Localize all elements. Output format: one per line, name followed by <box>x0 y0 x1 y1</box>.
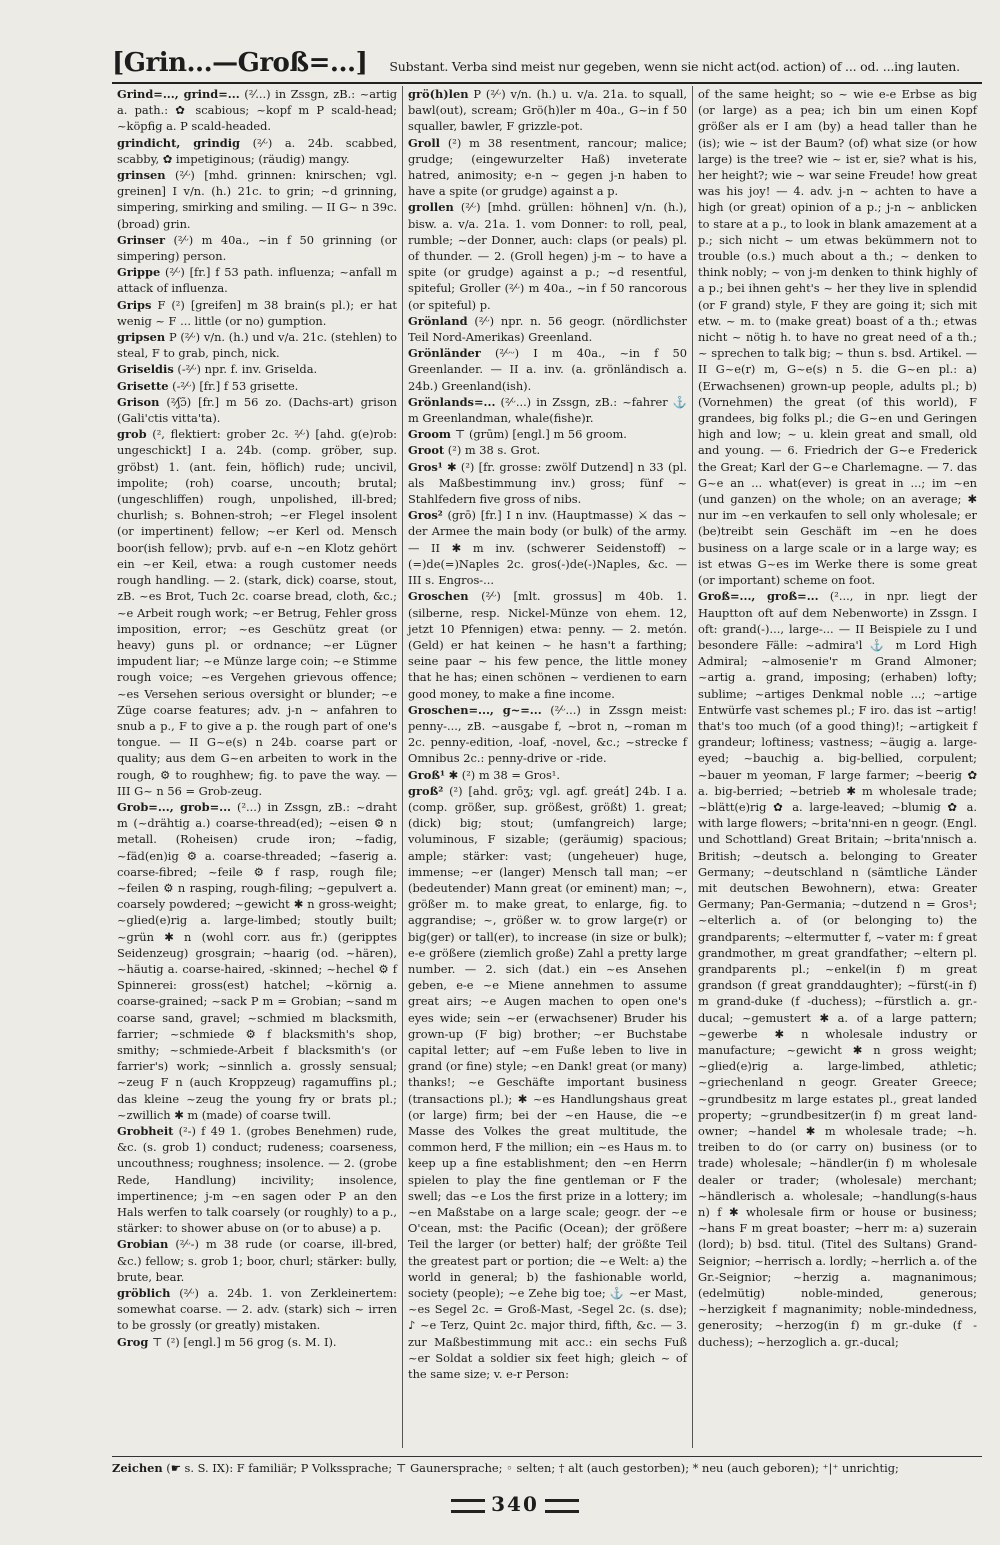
entry-definition: (²⁄ᵕ) a. 24b. scabbed, scabby, ✿ impetiginous; (räudig) mangy. <box>117 135 397 166</box>
entry-definition: (²) [ahd. grōʒ; vgl. agf. greát] 24b. I a. (comp. größer, sup. größest, größt) 1. great; (dick) big; stout; (umfangreich) large; voluminous, F sizable; (geräumig) spacious; ample; stärker: vast; (ungeheuer) huge, immense; ~er (langer) Mensch tall man; ~er (bedeutender) Mann great (or eminent) man; ~, größer m. to make great, to enlarge, fig. to aggrandise; ~, größer w. to grow large(r) or big(ger) or tall(er), to increase (in size or bulk); e-e größere (ziemlich große) Zahl a pretty large number. — 2. sich (dat.) ein ~es Ansehen geben, e-e ~e Miene annehmen to assume great airs; ~e Augen machen to open one's eyes wide; sein ~er (erwachsener) Bruder his grown-up (F big) brother; ~er Buchstabe capital letter; auf ~em Fuße leben to live in grand (or fine) style; ~en Dank! great (or many) thanks!; ~e Geschäfte important business (transactions pl.); ✱ ~es Handlungshaus great (or large) firm; bei der ~en Hause, die ~e Masse des Volkes the great multitude, the common herd, F the million; ein ~es Haus m. to keep up a fine establishment; den ~en Herrn spielen to play the fine gentleman or F the swell; das ~e Los the first prize in a lottery; im ~en Maßstabe on a large scale; geogr. der ~e O'cean, mst: the Pacific (Ocean); der größere Teil the larger (or better) half; der größte Teil the greatest part or portion; die ~e Welt: a) the world in general; b) the fashionable world, society (people); ~e Zehe big toe; ⚓ ~er Mast, ~es Segel 2c. = Groß-Mast, -Segel 2c. (s. dse); ♪ ~e Terz, Quint 2c. major third, fifth, &c. — 3. zur Maßbestimmung mit acc.: ein sechs Fuß ~er Soldat a soldier six feet high; gleich ~ of the same size; v. e-r Person: <box>408 783 687 1382</box>
dictionary-entry <box>408 442 687 458</box>
dictionary-entry <box>408 345 687 394</box>
entry-definition: (², flektiert: grober 2c. ²⁄ᵕ) [ahd. g(e)rob: ungeschickt] I a. 24b. (comp. gröber, sup. gröbst) 1. (ant. fein, höflich) rude; uncivil, impolite; (roh) coarse, uncouth; brutal; (ungeschliffen) rough, unpolished, ill-bred; churlish; s. Bohnen-stroh; ~er Flegel insolent (or impertinent) fellow; ~er Kerl od. Mensch boor(ish fellow); prvb. auf e-n ~en Klotz gehört ein ~er Keil, etwa: a rough customer needs rough handling. — 2. (stark, dick) coarse, stout, zB. ~es Brot, Tuch 2c. coarse bread, cloth, &c.; ~e Arbeit rough work; ~er Betrug, Fehler gross imposition, error; ~es Geschütz great (or heavy) guns pl. or ordnance; ~er Lügner impudent liar; ~e Münze large coin; ~e Stimme rough voice; ~es Vergehen grievous offence; ~es Versehen serious oversight or blunder; ~e Züge coarse features; adv. j-n ~ anfahren to snub a p., F to give a p. the rough part of one's tongue. — II G~e(s) n 24b. coarse part or quality; aus dem G~en arbeiten to work in the rough, ⚙ to roughhew; fig. to pave the way. — III G~ n 56 = Grob-zeug. <box>117 427 397 798</box>
entry-headword: Grinser <box>117 232 165 247</box>
dictionary-entry <box>117 1285 397 1334</box>
entry-definition: ⊤ (grūm) [engl.] m 56 groom. <box>450 427 627 442</box>
entry-definition: (²-) f 49 1. (grobes Benehmen) rude, &c. (s. grob 1) conduct; rudeness; coarseness, uncouthness; roughness; insolence. — 2. (grobe Rede, Handlung) incivility; insolence, impertinence; j-m ~en sagen oder P an den Hals werfen to talk coarsely (or roughly) to a p., stärker: to shower abuse on (or to abuse) a p. <box>117 1124 397 1236</box>
entry-headword: grö(h)len <box>408 87 469 101</box>
entry-definition: (²⁄ᵕ) [mlt. grossus] m 40b. 1. (silberne, resp. Nickel-Münze von ehem. 12, jetzt 10 Pfennigen) etwa: penny. — 2. metón. (Geld) er hat keinen ~ he hasn't a farthing; seine paar ~ his few pence, the little money that he has; einen schönen ~ verdienen to earn good money, to make a fine income. <box>408 589 687 701</box>
dictionary-entry <box>408 394 687 426</box>
dictionary-entry <box>408 783 687 1383</box>
symbol-key-label: Zeichen <box>112 1461 163 1475</box>
dictionary-entry <box>117 232 397 264</box>
entry-headword: Grog <box>117 1334 149 1349</box>
dictionary-entry <box>117 297 397 329</box>
entry-definition: (²⁄ᵕ) [fr.] f 53 path. influenza; ~anfall m attack of influenza. <box>117 265 397 296</box>
entry-definition: (²⁄ᵕ...) in Zssgn meist: penny-..., zB. ~ausgabe f, ~brot n, ~roman m 2c. penny-edition, -loaf, -novel, &c.; ~strecke f Omnibus 2c.: penny-drive or -ride. <box>408 702 688 766</box>
symbol-key-text: (☛ s. S. IX): F familiär; P Volkssprache; ⊤ Gaunersprache; ◦ selten; † alt (auch gestorben); * neu (auch geboren); ⁺|⁺ unrichtig; <box>162 1461 899 1475</box>
page-number-label: 340 <box>491 1492 539 1516</box>
dictionary-entry <box>117 86 397 135</box>
entry-definition: P (²⁄ᵕ) v/n. (h.) und v/a. 21c. (stehlen) to steal, F to grab, pinch, nick. <box>117 330 397 361</box>
dictionary-entry <box>117 135 397 167</box>
dictionary-entry <box>117 799 397 1123</box>
page-number-rule-left <box>451 1499 485 1513</box>
dictionary-entry <box>408 313 687 345</box>
entry-headword: grinsen <box>117 168 166 183</box>
entry-headword: grob <box>117 427 147 442</box>
column-right <box>692 86 982 1448</box>
entry-headword: Gros² <box>408 508 443 523</box>
dictionary-columns <box>112 86 982 1448</box>
symbol-key <box>112 1456 982 1476</box>
entry-headword: Grönland <box>408 313 468 328</box>
dictionary-entry <box>117 426 397 799</box>
column-left <box>112 86 402 1448</box>
entry-definition: (grō) [fr.] I n inv. (Hauptmasse) ⚔ das ~ der Armee the main body (or bulk) of the army. — II ✱ m inv. (schwerer Seidenstoff) ~(=)de(=)Naples 2c. gros(-)de(-)Naples, &c. — III s. Engros-... <box>408 508 687 588</box>
entry-definition: of the same height; so ~ wie e-e Erbse as big (or large) as a pea; ich bin um einen Kopf größer als er I am (by) a head taller than he (is); wie ~ ist der Baum? (of) what size (or how large) is the tree? wie ~ ist er, sie? what is his, her height?; wie ~ war seine Freude! how great was his joy! — 4. adv. j-n ~ achten to have a high (or great) opinion of a p.; j-n ~ anblicken to stare at a p., to look in blank amazement at a p.; sich nicht ~ um etwas bekümmern not to trouble (o.s.) much about a th.; ~ denken to think nobly; ~ von j-m denken to think highly of a p.; bei ihnen geht's ~ her they live in splendid (or F grand) style, F they are going it; sich mit etw. ~ m. to (make great) boast of a th.; etwas nicht ~ nötig h. to have no great need of a th.; ~ sprechen to talk big; ~ thun s. bsd. Artikel. — II G~e(r) m, G~e(s) n 5. die G~en pl.: a) (Erwachsenen) grown-up people, adults pl.; b) (Vornehmen) the great (of this world), F grandees, big folks pl.; die G~en und Geringen high and low; ~ u. klein great and small, old and young. — 6. Friedrich der G~e Frederick the Great; Karl der G~e Charlemagne. — 7. das G~e an ... what(ever) is great in ...; im ~en (und ganzen) on the whole; on an average; ✱ nur im ~en verkaufen to sell only wholesale; er (be)treibt sein Geschäft im ~en he does business on a large scale or in a large way; es ist etwas G~es im Werke there is some great (or important) scheme on foot. <box>698 87 977 588</box>
entry-headword: Gros¹ <box>408 459 443 474</box>
entry-headword: gripsen <box>117 330 166 345</box>
entry-headword: Groll <box>408 135 440 150</box>
dictionary-entry <box>408 199 687 312</box>
entry-headword: Groot <box>408 443 445 458</box>
dictionary-entry <box>117 167 397 232</box>
entry-headword: Grips <box>117 297 152 312</box>
entry-definition: (²⁄ᵕ...) in Zssgn, zB.: ~fahrer ⚓ m Greenlandman, whale(fishe)r. <box>408 394 687 426</box>
entry-headword: Griseldis <box>117 362 174 377</box>
page-number-rule-right <box>545 1499 579 1513</box>
page-number <box>440 1492 590 1516</box>
dictionary-entry <box>117 394 397 426</box>
entry-headword: Grönlands=... <box>408 394 496 409</box>
entry-definition: (²⁄...) in Zssgn, zB.: ~artig a. path.: ✿ scabious; ~kopf m P scald-head; ~köpfig a. P scald-headed. <box>117 87 398 134</box>
entry-definition: (²) m 38 resentment, rancour; malice; grudge; (eingewurzelter Haß) inveterate hatred, animosity; e-n ~ gegen j-n haben to have a spite (or grudge) against a p. <box>408 135 687 199</box>
dictionary-entry <box>117 1334 397 1350</box>
dictionary-entry <box>117 378 397 394</box>
dictionary-entry <box>698 588 977 1350</box>
running-head: [Grin...—Groß=...] <box>112 48 368 78</box>
entry-headword: Grisette <box>117 378 169 393</box>
entry-definition: (²) m 38 s. Grot. <box>444 443 541 458</box>
dictionary-entry <box>117 1236 397 1285</box>
entry-headword: grollen <box>408 200 454 215</box>
entry-headword: Groß¹ <box>408 767 445 782</box>
entry-definition: (²⁄ᵕ) [mhd. grüllen: höhnen] v/n. (h.), bisw. a. v/a. 21a. 1. vom Donner: to roll, peal, rumble; ~der Donner, auch: claps (or peals) pl. of thunder. — 2. (Groll hegen) j-m ~ to have a spite (or grudge) against a p.; ~d resentful, spiteful; Groller (²⁄ᵕ) m 40a., ~in f 50 rancorous (or spiteful) p. <box>408 200 687 312</box>
dictionary-entry <box>408 86 687 135</box>
entry-headword: Grobheit <box>117 1124 174 1138</box>
entry-headword: gröblich <box>117 1286 171 1301</box>
dictionary-entry <box>408 702 687 767</box>
dictionary-entry <box>117 264 397 296</box>
entry-headword: Groß=..., groß=... <box>698 589 819 604</box>
dictionary-entry <box>408 588 687 701</box>
entry-definition: (²⁄ʃɔ̃) [fr.] m 56 zo. (Dachs-art) grison (Gali'ctis vitta'ta). <box>117 394 397 426</box>
entry-definition: (-²⁄ᵕ) npr. f. inv. Griselda. <box>173 362 318 377</box>
entry-headword: Grobian <box>117 1237 169 1252</box>
dictionary-entry <box>408 507 687 588</box>
entry-headword: Grind=..., grind=... <box>117 87 240 101</box>
dictionary-entry <box>698 86 977 588</box>
entry-headword: Groom <box>408 427 451 442</box>
dictionary-entry <box>408 135 687 200</box>
column-middle <box>402 86 692 1448</box>
dictionary-entry <box>117 361 397 377</box>
entry-headword: grindicht, grindig <box>117 135 241 150</box>
entry-definition: (²⁄ᵕ) a. 24b. 1. von Zerkleinertem: somewhat coarse. — 2. adv. (stark) sich ~ irren to be grossly (or greatly) mistaken. <box>117 1286 397 1333</box>
page-header <box>112 38 982 84</box>
entry-definition: F (²) [greifen] m 38 brain(s pl.); er hat wenig ~ F ... little (or no) gumption. <box>117 297 397 328</box>
dictionary-entry <box>117 329 397 361</box>
entry-headword: groß² <box>408 783 444 798</box>
entry-definition: ✱ (²) [fr. grosse: zwölf Dutzend] n 33 (pl. als Maßbestimmung inv.) gross; fünf ~ Stahlfedern five gross of nibs. <box>408 459 687 507</box>
entry-headword: Groschen=..., g~=... <box>408 702 542 717</box>
entry-headword: Grönländer <box>408 346 481 361</box>
entry-headword: Grippe <box>117 265 161 280</box>
header-note: Substant. Verba sind meist nur gegeben, wenn sie nicht act(od. action) of ... od. ...ing lauten. <box>389 59 960 74</box>
entry-definition: (²..., in npr. liegt der Hauptton oft auf dem Nebenworte) in Zssgn. I oft: grand(-)..., large-... — II Beispiele zu I und besondere Fälle: ~admira'l ⚓ m Lord High Admiral; ~almosenie'r m Grand Almoner; ~artig a. grand, imposing; (erhaben) lofty; sublime; ~artiges Denkmal noble ...; ~artige Entwürfe vast schemes pl.; F iro. das ist ~artig! that's too much (of a good thing)!; ~artigkeit f grandeur; loftiness; vastness; ~äugig a. large-eyed; ~bauchig a. big-bellied, corpulent; ~bauer m yeoman, F large farmer; ~beerig ✿ a. big-berried; ~betrieb ✱ m wholesale trade; ~blätt(e)rig ✿ a. large-leaved; ~blumig ✿ a. with large flowers; ~brita'nni-en n geogr. (Engl. und Schottland) Great Britain; ~brita'nnisch a. British; ~deutsch a. belonging to Greater Germany; ~deutschland n (sämtliche Länder mit deutschen Bewohnern), etwa: Greater Germany; Pan-Germania; ~dutzend n = Gros¹; ~elterlich a. of (or belonging to) the grandparents; ~eltermutter f, ~vater m: f great grandmother, m great grandfather; ~eltern pl. grandparents pl.; ~enkel(in f) m great grandson (f great granddaughter); ~fürst(-in f) m grand-duke (f -duchess); ~fürstlich a. gr.-ducal; ~gemustert ✱ a. of a large pattern; ~gewerbe ✱ n wholesale industry or manufacture; ~gewicht ✱ n gross weight; ~glied(e)rig a. large-limbed, athletic; ~griechenland n geogr. Greater Greece; ~grundbesitz m large estates pl., great landed property; ~grundbesitzer(in f) m great land-owner; ~handel ✱ m wholesale trade; ~h. treiben to do (or carry on) business (or to trade) wholesale; ~händler(in f) m wholesale dealer or trader; (wholesale) merchant; ~händlerisch a. wholesale; ~handlung(s-haus n) f ✱ wholesale firm or house or business; ~hans F m great boaster; ~herr m: a) suzerain (lord); b) bsd. titul. (Titel des Sultans) Grand-Seignior; ~herrisch a. lordly; ~herrlich a. of the Gr.-Seignior; ~herzig a. magnanimous; (edelmütig) noble-minded, generous; ~herzigkeit f magnanimity; noble-mindedness, generosity; ~herzog(in f) m gr.-duke (f -duchess); ~herzoglich a. gr.-ducal; <box>698 589 978 1349</box>
entry-headword: Groschen <box>408 589 469 604</box>
dictionary-entry <box>117 1123 397 1236</box>
entry-definition: (²⁄ᵕᵕ) I m 40a., ~in f 50 Greenlander. — II a. inv. (a. grönländisch a. 24b.) Greenland(ish). <box>408 346 687 393</box>
entry-headword: Grob=..., grob=... <box>117 799 232 814</box>
entry-definition: ✱ (²) m 38 = Gros¹. <box>444 767 560 782</box>
entry-definition: (²⁄ᵕ) m 40a., ~in f 50 grinning (or simpering) person. <box>117 232 397 264</box>
entry-definition: P (²⁄ᵕ) v/n. (h.) u. v/a. 21a. to squall, bawl(out), scream; Grö(h)ler m 40a., G~in f 50 squaller, bawler, F grizzle-pot. <box>408 87 687 134</box>
entry-definition: (-²⁄ᵕ) [fr.] f 53 grisette. <box>168 378 299 393</box>
dictionary-entry <box>408 459 687 508</box>
dictionary-entry <box>408 767 687 783</box>
dictionary-entry <box>408 426 687 442</box>
entry-definition: (²⁄ᵕ) npr. n. 56 geogr. (nördlichster Teil Nord-Amerikas) Greenland. <box>408 313 687 345</box>
entry-definition: (²⁄ᵕ) [mhd. grinnen: knirschen; vgl. greinen] I v/n. (h.) 21c. to grin; ~d grinning, simpering, smirking and smiling. — II G~ n 39c. (broad) grin. <box>117 168 397 231</box>
entry-definition: (²...) in Zssgn, zB.: ~draht m (~drähtig a.) coarse-thread(ed); ~eisen ⚙ n metall. (Roheisen) crude iron; ~fadig, ~fäd(en)ig ⚙ a. coarse-threaded; ~faserig a. coarse-fibred; ~feile ⚙ f rasp, rough file; ~feilen ⚙ n rasping, rough-filing; ~gepulvert a. coarsely powdered; ~gewicht ✱ n gross-weight; ~glied(e)rig a. large-limbed; stoutly built; ~grün ✱ n (wohl corr. aus fr.) (geripptes Seidenzeug) grosgrain; ~haarig (od. ~hären), ~häutig a. coarse-haired, -skinned; ~hechel ⚙ f Spinnerei: gross(est) hatchel; ~körnig a. coarse-grained; ~sack P m = Grobian; ~sand m coarse sand, gravel; ~schmied m blacksmith, farrier; ~schmiede ⚙ f blacksmith's shop, smithy; ~schmiede-Arbeit f blacksmith's (or farrier's) work; ~sinnlich a. grossly sensual; ~zeug F n (auch Kroppzeug) ragamuffins pl.; das kleine ~zeug the young fry or brats pl.; ~zwillich ✱ m (made) of coarse twill. <box>117 799 397 1122</box>
entry-definition: ⊤ (²) [engl.] m 56 grog (s. M. I). <box>148 1334 337 1349</box>
entry-headword: Grison <box>117 394 160 409</box>
entry-definition: (²⁄ᵕ-) m 38 rude (or coarse, ill-bred, &c.) fellow; s. grob 1; boor, churl; stärker: bully, brute, bear. <box>117 1237 397 1284</box>
